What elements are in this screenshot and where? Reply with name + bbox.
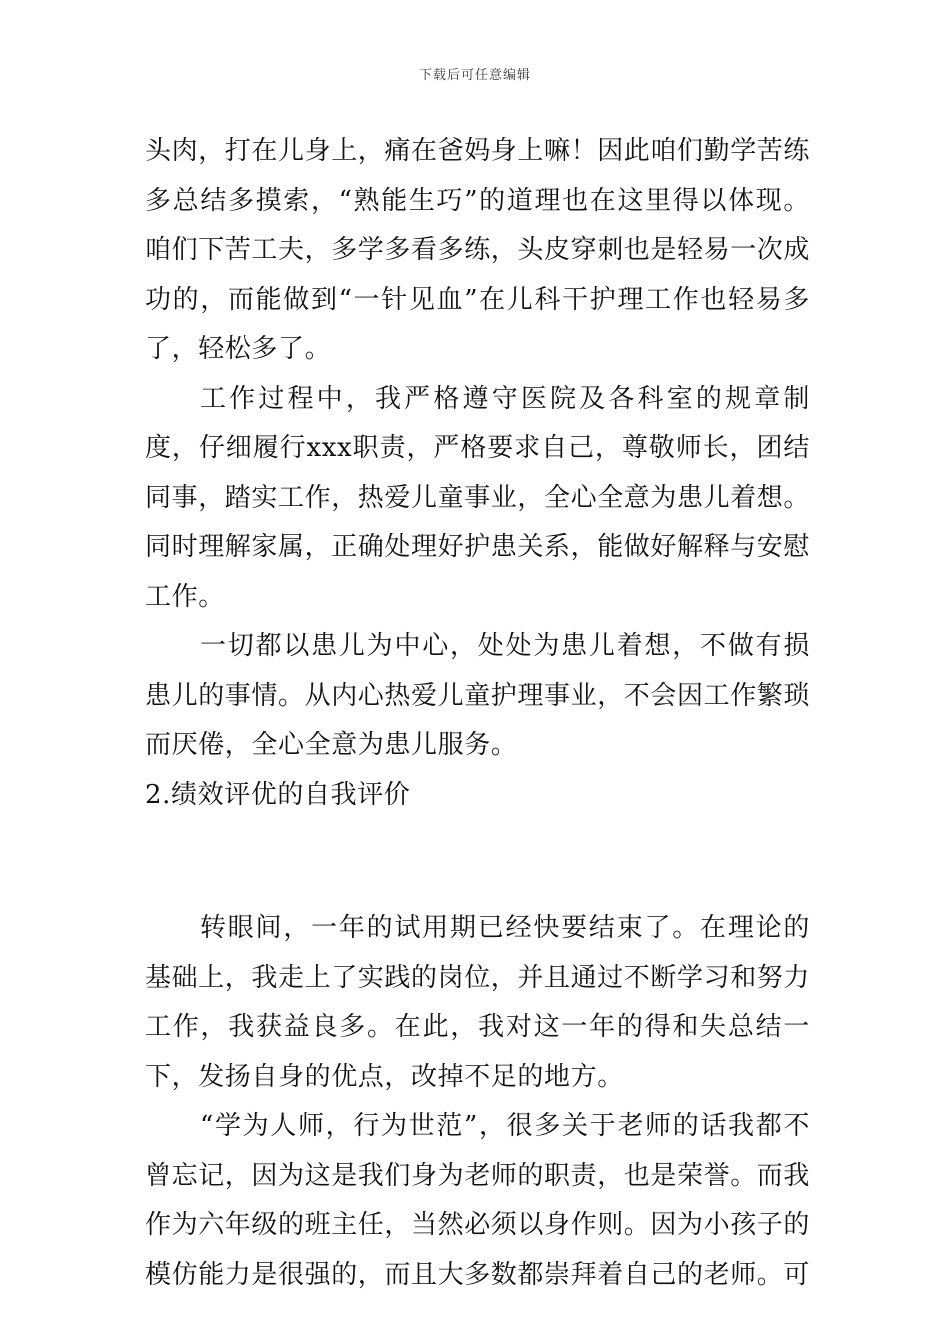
paragraph-probation-summary: 转眼间，一年的试用期已经快要结束了。在理论的基础上，我走上了实践的岗位，并且通过不断学习和努力工作，我获益良多。在此，我对这一年的得和失总结一下，发扬自身的优点，改掉不足的地方。 [145,913,811,1092]
paragraph-patient-centered: 一切都以患儿为中心，处处为患儿着想，不做有损患儿的事情。从内心热爱儿童护理事业，不会因工作繁琐而厌倦，全心全意为患儿服务。 [145,631,811,760]
section-spacer [145,820,810,904]
page-header: 下载后可任意编辑 [418,68,531,83]
document-body [145,127,810,1300]
paragraph-continued: 头肉，打在儿身上，痛在爸妈身上嘛！因此咱们勤学苦练多总结多摸索，“熟能生巧”的道理也在这里得以体现。咱们下苦工夫，多学多看多练，头皮穿刺也是轻易一次成功的，而能做到“一针见血”在儿科干护理工作也轻易多了，轻松多了。 [145,136,811,364]
section-heading: 2.绩效评优的自我评价 [145,779,411,810]
paragraph-work-process: 工作过程中，我严格遵守医院及各科室的规章制度，仔细履行xxx职责，严格要求自己，尊敬师长，团结同事，踏实工作，热爱儿童事业，全心全意为患儿着想。同时理解家属，正确处理好护患关系，能做好解释与安慰工作。 [145,383,811,612]
paragraph-teacher-role: “学为人师，行为世范”，很多关于老师的话我都不曾忘记，因为这是我们身为老师的职责，也是荣誉。而我作为六年级的班主任，当然必须以身作则。因为小孩子的模仿能力是很强的，而且大多数都崇拜着自己的老师。可 [145,1111,811,1290]
